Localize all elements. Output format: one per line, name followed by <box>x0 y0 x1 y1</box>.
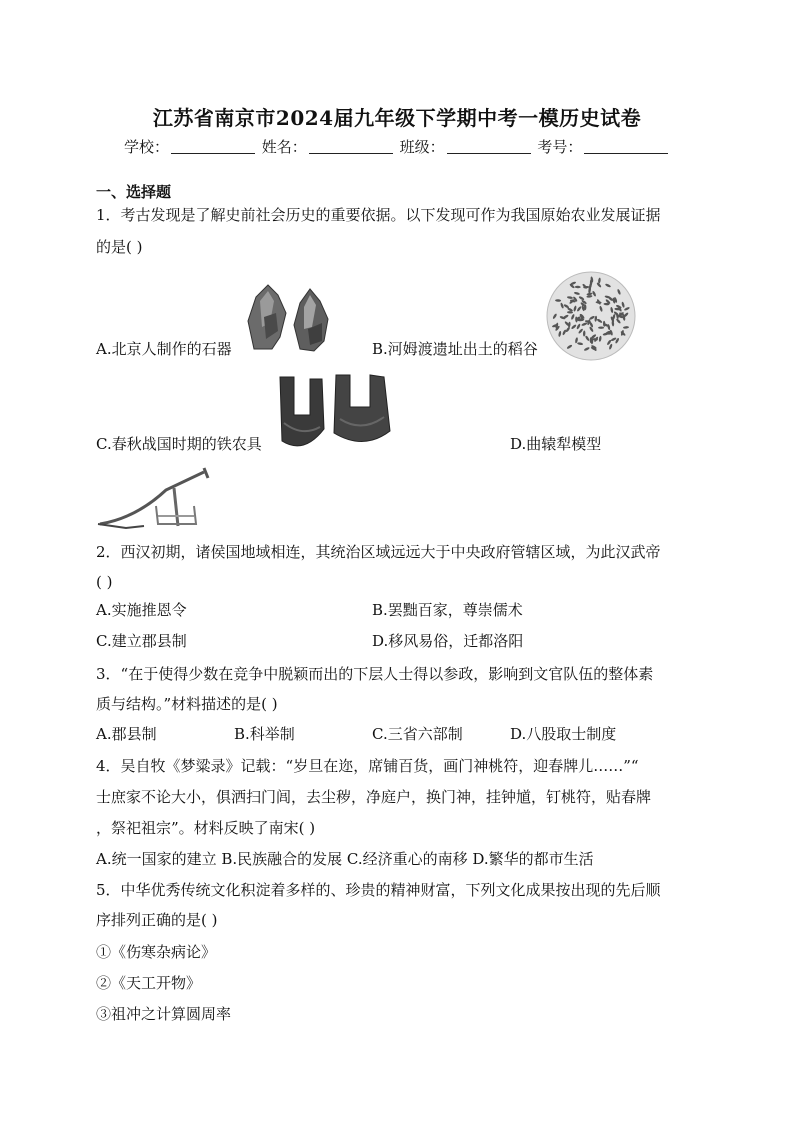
q5-item-1: ①《伤寒杂病论》 <box>96 943 217 961</box>
curved-plow-image <box>96 466 212 530</box>
q3-stem-line1: 3．“在于使得少数在竞争中脱颖而出的下层人士得以参政，影响到文官队伍的整体素 <box>96 665 654 683</box>
school-label: 学校： <box>124 138 170 156</box>
q1-option-c: C.春秋战国时期的铁农具 <box>96 435 262 453</box>
q3-stem-line2: 质与结构。”材料描述的是( ) <box>96 695 278 713</box>
rice-grain <box>598 327 604 329</box>
number-blank[interactable] <box>584 138 668 154</box>
rice-grains-image <box>546 271 636 361</box>
class-blank[interactable] <box>447 138 531 154</box>
q5-item-3: ③祖冲之计算圆周率 <box>96 1005 232 1023</box>
iron-tools-image <box>274 371 398 453</box>
q3-option-a: A.郡县制 <box>96 725 157 743</box>
q4-options: A.统一国家的建立 B.民族融合的发展 C.经济重心的南移 D.繁华的都市生活 <box>96 850 594 868</box>
q1-stem-line2: 的是( ) <box>96 238 143 256</box>
class-label: 班级： <box>399 138 445 156</box>
q1-stem-line1: 1．考古发现是了解史前社会历史的重要依据。以下发现可作为我国原始农业发展证据 <box>96 206 661 224</box>
q5-item-2: ②《天工开物》 <box>96 974 202 992</box>
q3-option-c: C.三省六部制 <box>372 725 463 743</box>
section-heading: 一、选择题 <box>96 183 172 201</box>
q5-stem-line1: 5．中华优秀传统文化积淀着多样的、珍贵的精神财富，下列文化成果按出现的先后顺 <box>96 881 661 899</box>
q1-option-d: D.曲辕犁模型 <box>510 435 602 453</box>
q2-option-d: D.移风易俗，迁都洛阳 <box>372 632 524 650</box>
q1-option-a: A.北京人制作的石器 <box>96 340 232 358</box>
q2-option-b: B.罢黜百家，尊崇儒术 <box>372 601 523 619</box>
name-label: 姓名： <box>261 138 307 156</box>
q4-stem-line1: 4．吴自牧《梦粱录》记载：“岁旦在迩，席铺百货，画门神桃符，迎春牌儿……”“ <box>96 757 639 775</box>
q2-option-a: A.实施推恩令 <box>96 601 187 619</box>
q5-stem-line2: 序排列正确的是( ) <box>96 911 218 929</box>
q3-option-d: D.八股取士制度 <box>510 725 617 743</box>
number-label: 考号： <box>537 138 583 156</box>
q1-option-b: B.河姆渡遗址出土的稻谷 <box>372 340 538 358</box>
q2-option-c: C.建立郡县制 <box>96 632 187 650</box>
student-info-line <box>124 136 670 157</box>
q4-stem-line3: ，祭祀祖宗”。材料反映了南宋( ) <box>96 819 316 837</box>
school-blank[interactable] <box>171 138 255 154</box>
page-title: 江苏省南京市2024届九年级下学期中考一模历史试卷 <box>152 106 642 130</box>
q2-stem-line2: ( ) <box>96 573 113 591</box>
stone-tools-image <box>246 283 338 353</box>
q2-stem-line1: 2．西汉初期，诸侯国地域相连，其统治区域远远大于中央政府管辖区域，为此汉武帝 <box>96 543 661 561</box>
name-blank[interactable] <box>309 138 393 154</box>
q3-option-b: B.科举制 <box>234 725 295 743</box>
q4-stem-line2: 士庶家不论大小，俱洒扫门闾，去尘秽，净庭户，换门神，挂钟馗，钉桃符，贴春牌 <box>96 788 652 806</box>
